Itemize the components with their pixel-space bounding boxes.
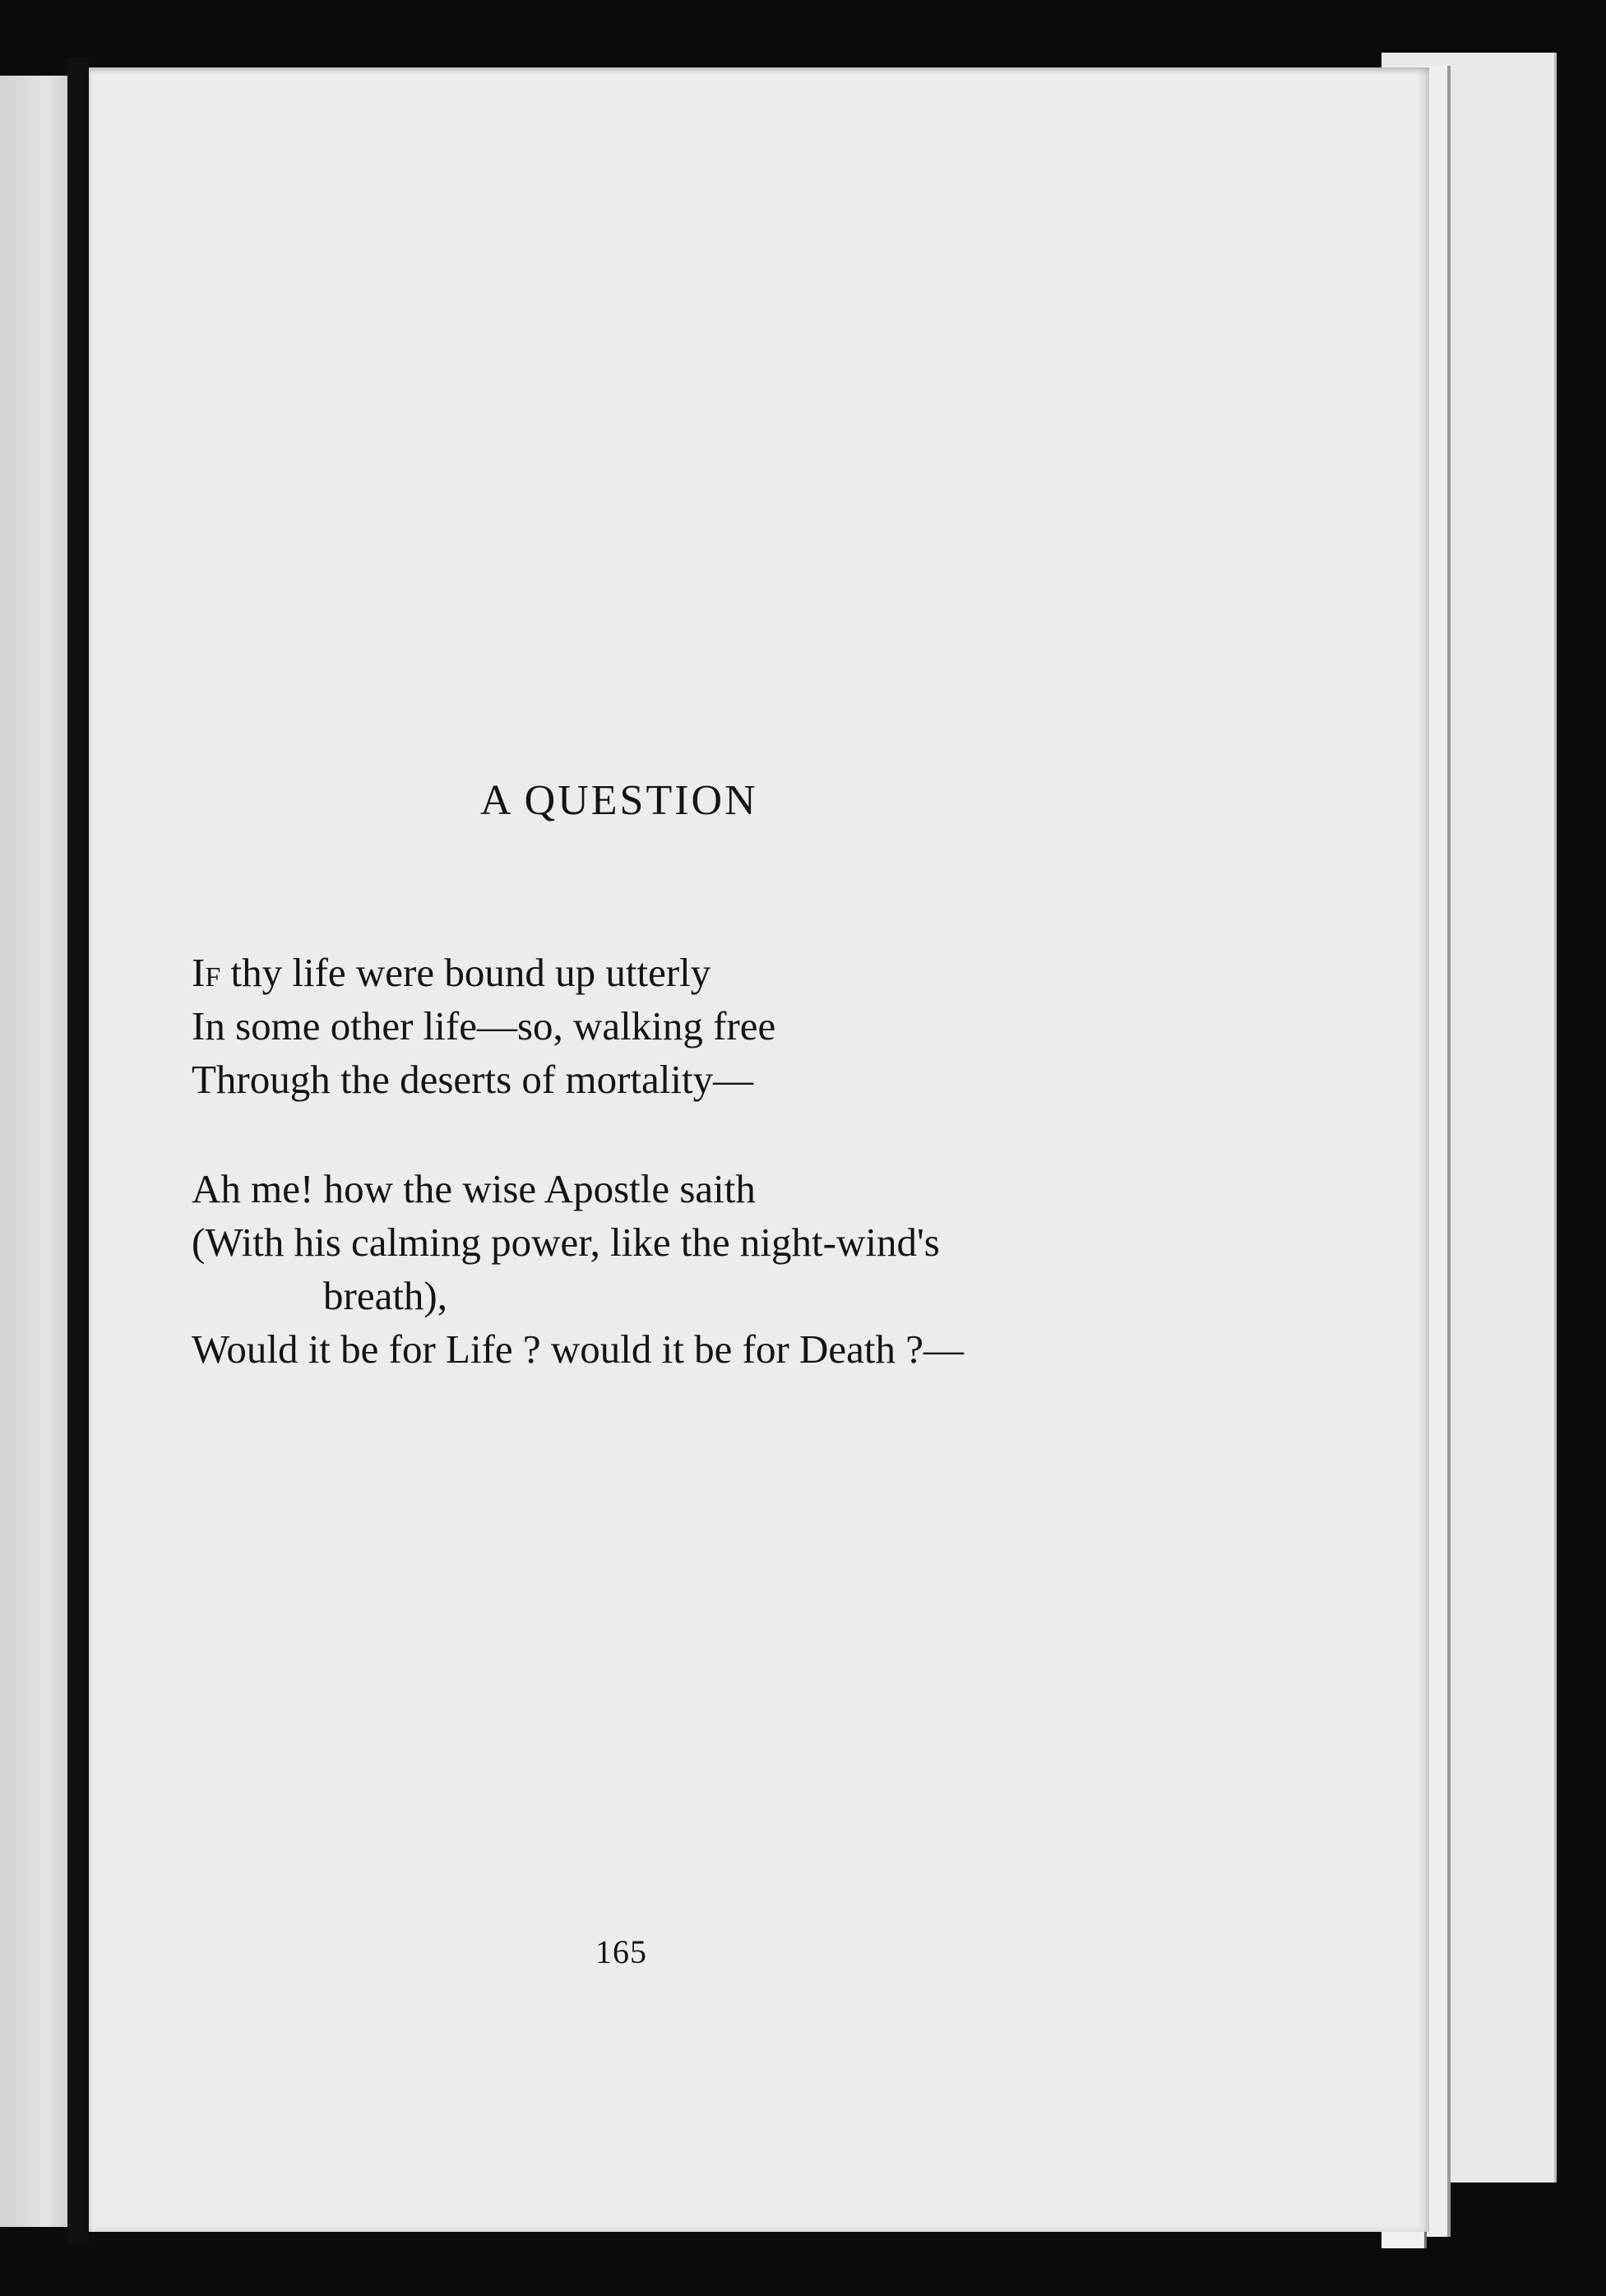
- stanza-1: [192, 946, 964, 1106]
- poem-line: Would it be for Life ? would it be for Death ?—: [192, 1326, 965, 1372]
- poem-body: [192, 946, 964, 1376]
- poem-line-indented: breath),: [323, 1273, 447, 1318]
- poem-line: [192, 946, 964, 999]
- poem-line-text: thy life were bound up utterly: [220, 950, 711, 995]
- facing-page-edge: [0, 76, 67, 2227]
- book-page: [89, 67, 1429, 2232]
- page-number: 165: [595, 1933, 647, 1970]
- poem-first-word: If: [192, 950, 221, 995]
- poem-line: (With his calming power, like the night-wind's: [192, 1220, 940, 1265]
- poem-line: In some other life—so, walking free: [192, 1003, 776, 1048]
- book-gutter: [67, 58, 89, 2245]
- poem-title: A QUESTION: [480, 777, 758, 824]
- poem-line: Ah me! how the wise Apostle saith: [192, 1166, 756, 1211]
- poem-line: Through the deserts of mortality—: [192, 1057, 754, 1102]
- stanza-2: [192, 1162, 964, 1376]
